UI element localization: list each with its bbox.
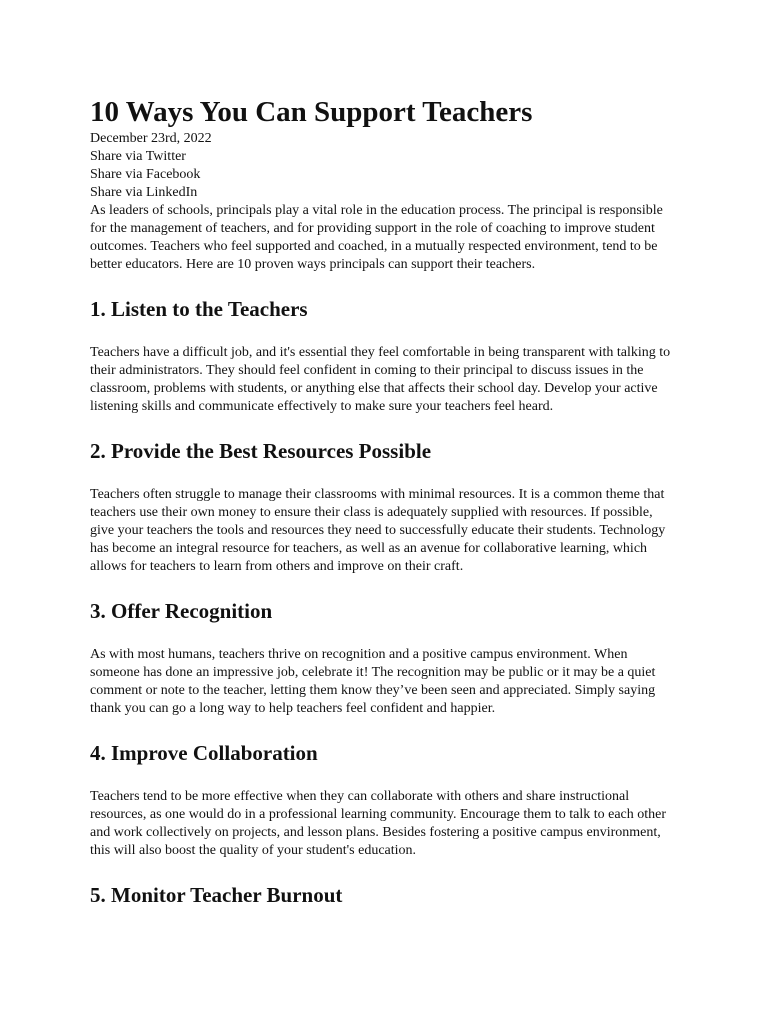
section-heading-recognition: 3. Offer Recognition <box>90 599 273 623</box>
share-linkedin-link[interactable]: Share via LinkedIn <box>90 185 198 200</box>
section-body-collaboration: Teachers tend to be more effective when they can collaborate with others and share instructional resources, as one would do in a professional learning community. Encourage them to talk to each other and work collectively on projects, and lesson plans. Besides fostering a positive campus environment, this will also boost the quality of your student's education. <box>90 789 667 858</box>
section-body-recognition: As with most humans, teachers thrive on recognition and a positive campus environment. When someone has done an impressive job, celebrate it! The recognition may be public or it may be a quiet comment or note to the teacher, letting them know they’ve been seen and appreciated. Simply saying thank you can go a long way to help teachers feel confident and happier. <box>90 647 656 716</box>
section-heading-collaboration: 4. Improve Collaboration <box>90 741 318 765</box>
section-heading-listen: 1. Listen to the Teachers <box>90 297 308 321</box>
share-facebook-link[interactable]: Share via Facebook <box>90 167 201 182</box>
section-body-resources: Teachers often struggle to manage their classrooms with minimal resources. It is a common theme that teachers use their own money to ensure their class is adequately supplied with resources. If possible, give your teachers the tools and resources they need to successfully educate their students. Technology has become an integral resource for teachers, as well as an avenue for collaborative learning, which allows for teachers to learn from others and improve on their craft. <box>90 487 666 574</box>
section-body-listen: Teachers have a difficult job, and it's essential they feel comfortable in being transparent with talking to their administrators. They should feel confident in coming to their principal to discuss issues in the classroom, problems with students, or anything else that affects their school day. Develop your active listening skills and communicate effectively to make sure your teachers feel heard. <box>90 345 671 414</box>
section-heading-burnout: 5. Monitor Teacher Burnout <box>90 883 343 907</box>
article-date: December 23rd, 2022 <box>90 131 212 146</box>
section-heading-resources: 2. Provide the Best Resources Possible <box>90 439 432 463</box>
share-twitter-link[interactable]: Share via Twitter <box>90 149 186 164</box>
article-intro: As leaders of schools, principals play a vital role in the education process. The principal is responsible for the management of teachers, and for providing support in the role of coaching to improve student outcomes. Teachers who feel supported and coached, in a mutually respected environment, tend to be better educators. Here are 10 proven ways principals can support their teachers. <box>90 203 663 272</box>
article-title: 10 Ways You Can Support Teachers <box>90 96 533 128</box>
